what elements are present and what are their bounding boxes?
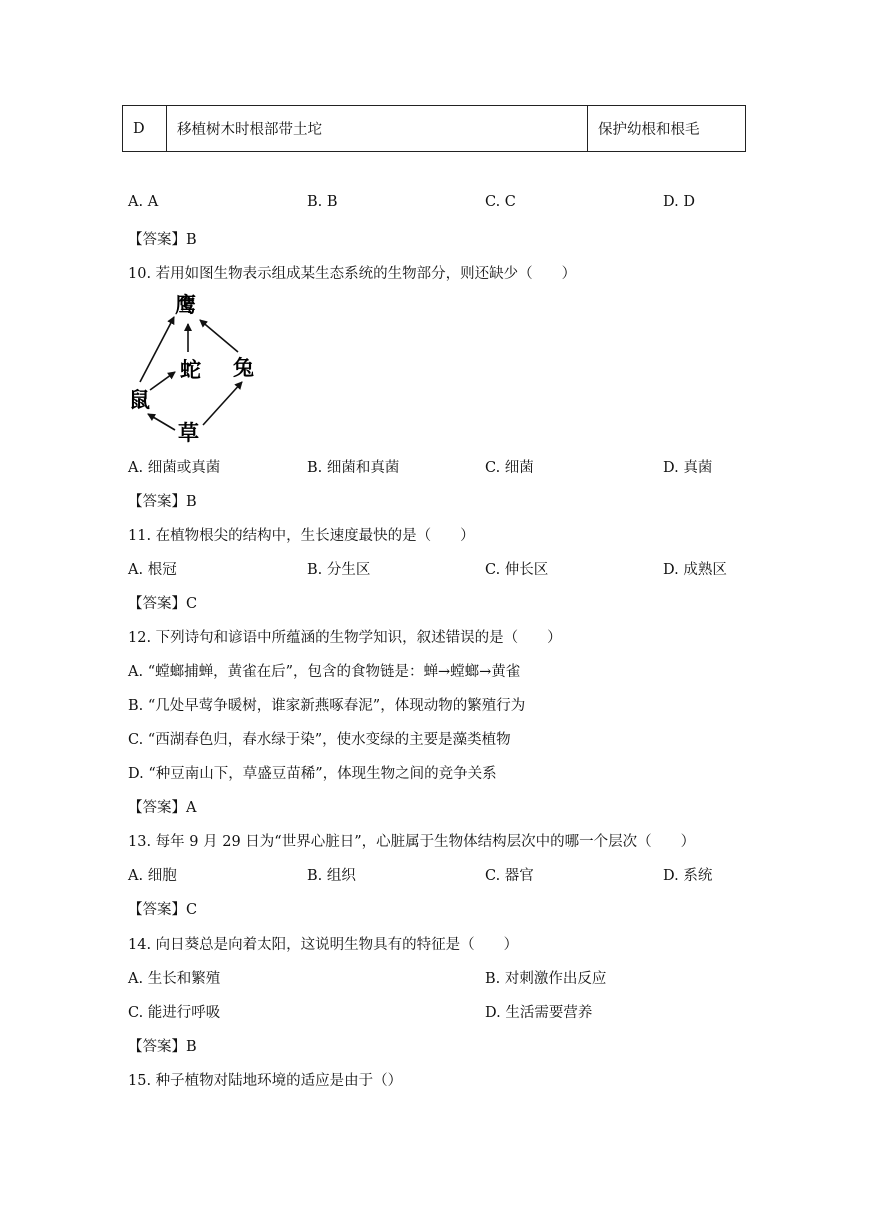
q9-option-a: A. A xyxy=(128,194,159,210)
q10-option-a: A. 细菌或真菌 xyxy=(128,460,221,476)
q12-option-b: B. “几处早莺争暖树，谁家新燕啄春泥”，体现动物的繁殖行为 xyxy=(128,698,526,714)
q11-option-c: C. 伸长区 xyxy=(485,562,549,578)
node-mouse: 鼠 xyxy=(129,387,150,412)
food-web-figure xyxy=(128,290,263,445)
q11-stem: 11. 在植物根尖的结构中，生长速度最快的是（ ） xyxy=(128,528,475,544)
q9-answer: 【答案】B xyxy=(128,232,197,248)
q9-option-d: D. D xyxy=(663,194,695,210)
q14-answer: 【答案】B xyxy=(128,1039,197,1055)
comparison-table xyxy=(122,105,746,152)
table-cell-letter: D xyxy=(123,106,167,152)
q13-answer: 【答案】C xyxy=(128,902,198,918)
node-eagle: 鹰 xyxy=(175,292,196,317)
table-cell-practice: 移植树木时根部带土坨 xyxy=(167,106,588,152)
arrow-grass-to-rabbit xyxy=(203,382,242,425)
q12-option-a: A. “螳螂捕蝉，黄雀在后”，包含的食物链是：蝉→螳螂→黄雀 xyxy=(128,664,521,680)
q12-stem: 12. 下列诗句和谚语中所蕴涵的生物学知识，叙述错误的是（ ） xyxy=(128,630,562,646)
arrow-mouse-to-snake xyxy=(150,372,175,390)
q11-option-b: B. 分生区 xyxy=(307,562,371,578)
q13-stem: 13. 每年 9 月 29 日为“世界心脏日”，心脏属于生物体结构层次中的哪一个层次（ ） xyxy=(128,834,696,850)
table-cell-purpose: 保护幼根和根毛 xyxy=(588,106,746,152)
q14-option-c: C. 能进行呼吸 xyxy=(128,1005,221,1021)
q10-option-d: D. 真菌 xyxy=(663,460,713,476)
q9-option-c: C. C xyxy=(485,194,516,210)
arrow-grass-to-mouse xyxy=(148,414,175,430)
q14-option-b: B. 对刺激作出反应 xyxy=(485,971,607,987)
q12-answer: 【答案】A xyxy=(128,800,197,816)
q10-option-b: B. 细菌和真菌 xyxy=(307,460,400,476)
q12-option-d: D. “种豆南山下，草盛豆苗稀”，体现生物之间的竞争关系 xyxy=(128,766,497,782)
arrow-mouse-to-eagle xyxy=(140,317,174,382)
q11-option-a: A. 根冠 xyxy=(128,562,177,578)
q14-stem: 14. 向日葵总是向着太阳，这说明生物具有的特征是（ ） xyxy=(128,937,519,953)
q13-option-a: A. 细胞 xyxy=(128,868,177,884)
q10-option-c: C. 细菌 xyxy=(485,460,534,476)
q14-option-a: A. 生长和繁殖 xyxy=(128,971,221,987)
q13-option-d: D. 系统 xyxy=(663,868,713,884)
arrow-rabbit-to-eagle xyxy=(200,320,238,352)
q13-option-b: B. 组织 xyxy=(307,868,356,884)
node-snake: 蛇 xyxy=(180,357,201,382)
q10-answer: 【答案】B xyxy=(128,494,197,510)
q11-option-d: D. 成熟区 xyxy=(663,562,727,578)
q11-answer: 【答案】C xyxy=(128,596,198,612)
q9-option-b: B. B xyxy=(307,194,338,210)
table-row xyxy=(123,106,746,152)
q13-option-c: C. 器官 xyxy=(485,868,534,884)
q10-stem: 10. 若用如图生物表示组成某生态系统的生物部分，则还缺少（ ） xyxy=(128,266,577,282)
node-rabbit: 兔 xyxy=(233,355,254,380)
q12-option-c: C. “西湖春色归，春水绿于染”，使水变绿的主要是藻类植物 xyxy=(128,732,511,748)
q14-option-d: D. 生活需要营养 xyxy=(485,1005,593,1021)
q15-stem: 15. 种子植物对陆地环境的适应是由于（） xyxy=(128,1073,403,1089)
node-grass: 草 xyxy=(178,420,199,445)
